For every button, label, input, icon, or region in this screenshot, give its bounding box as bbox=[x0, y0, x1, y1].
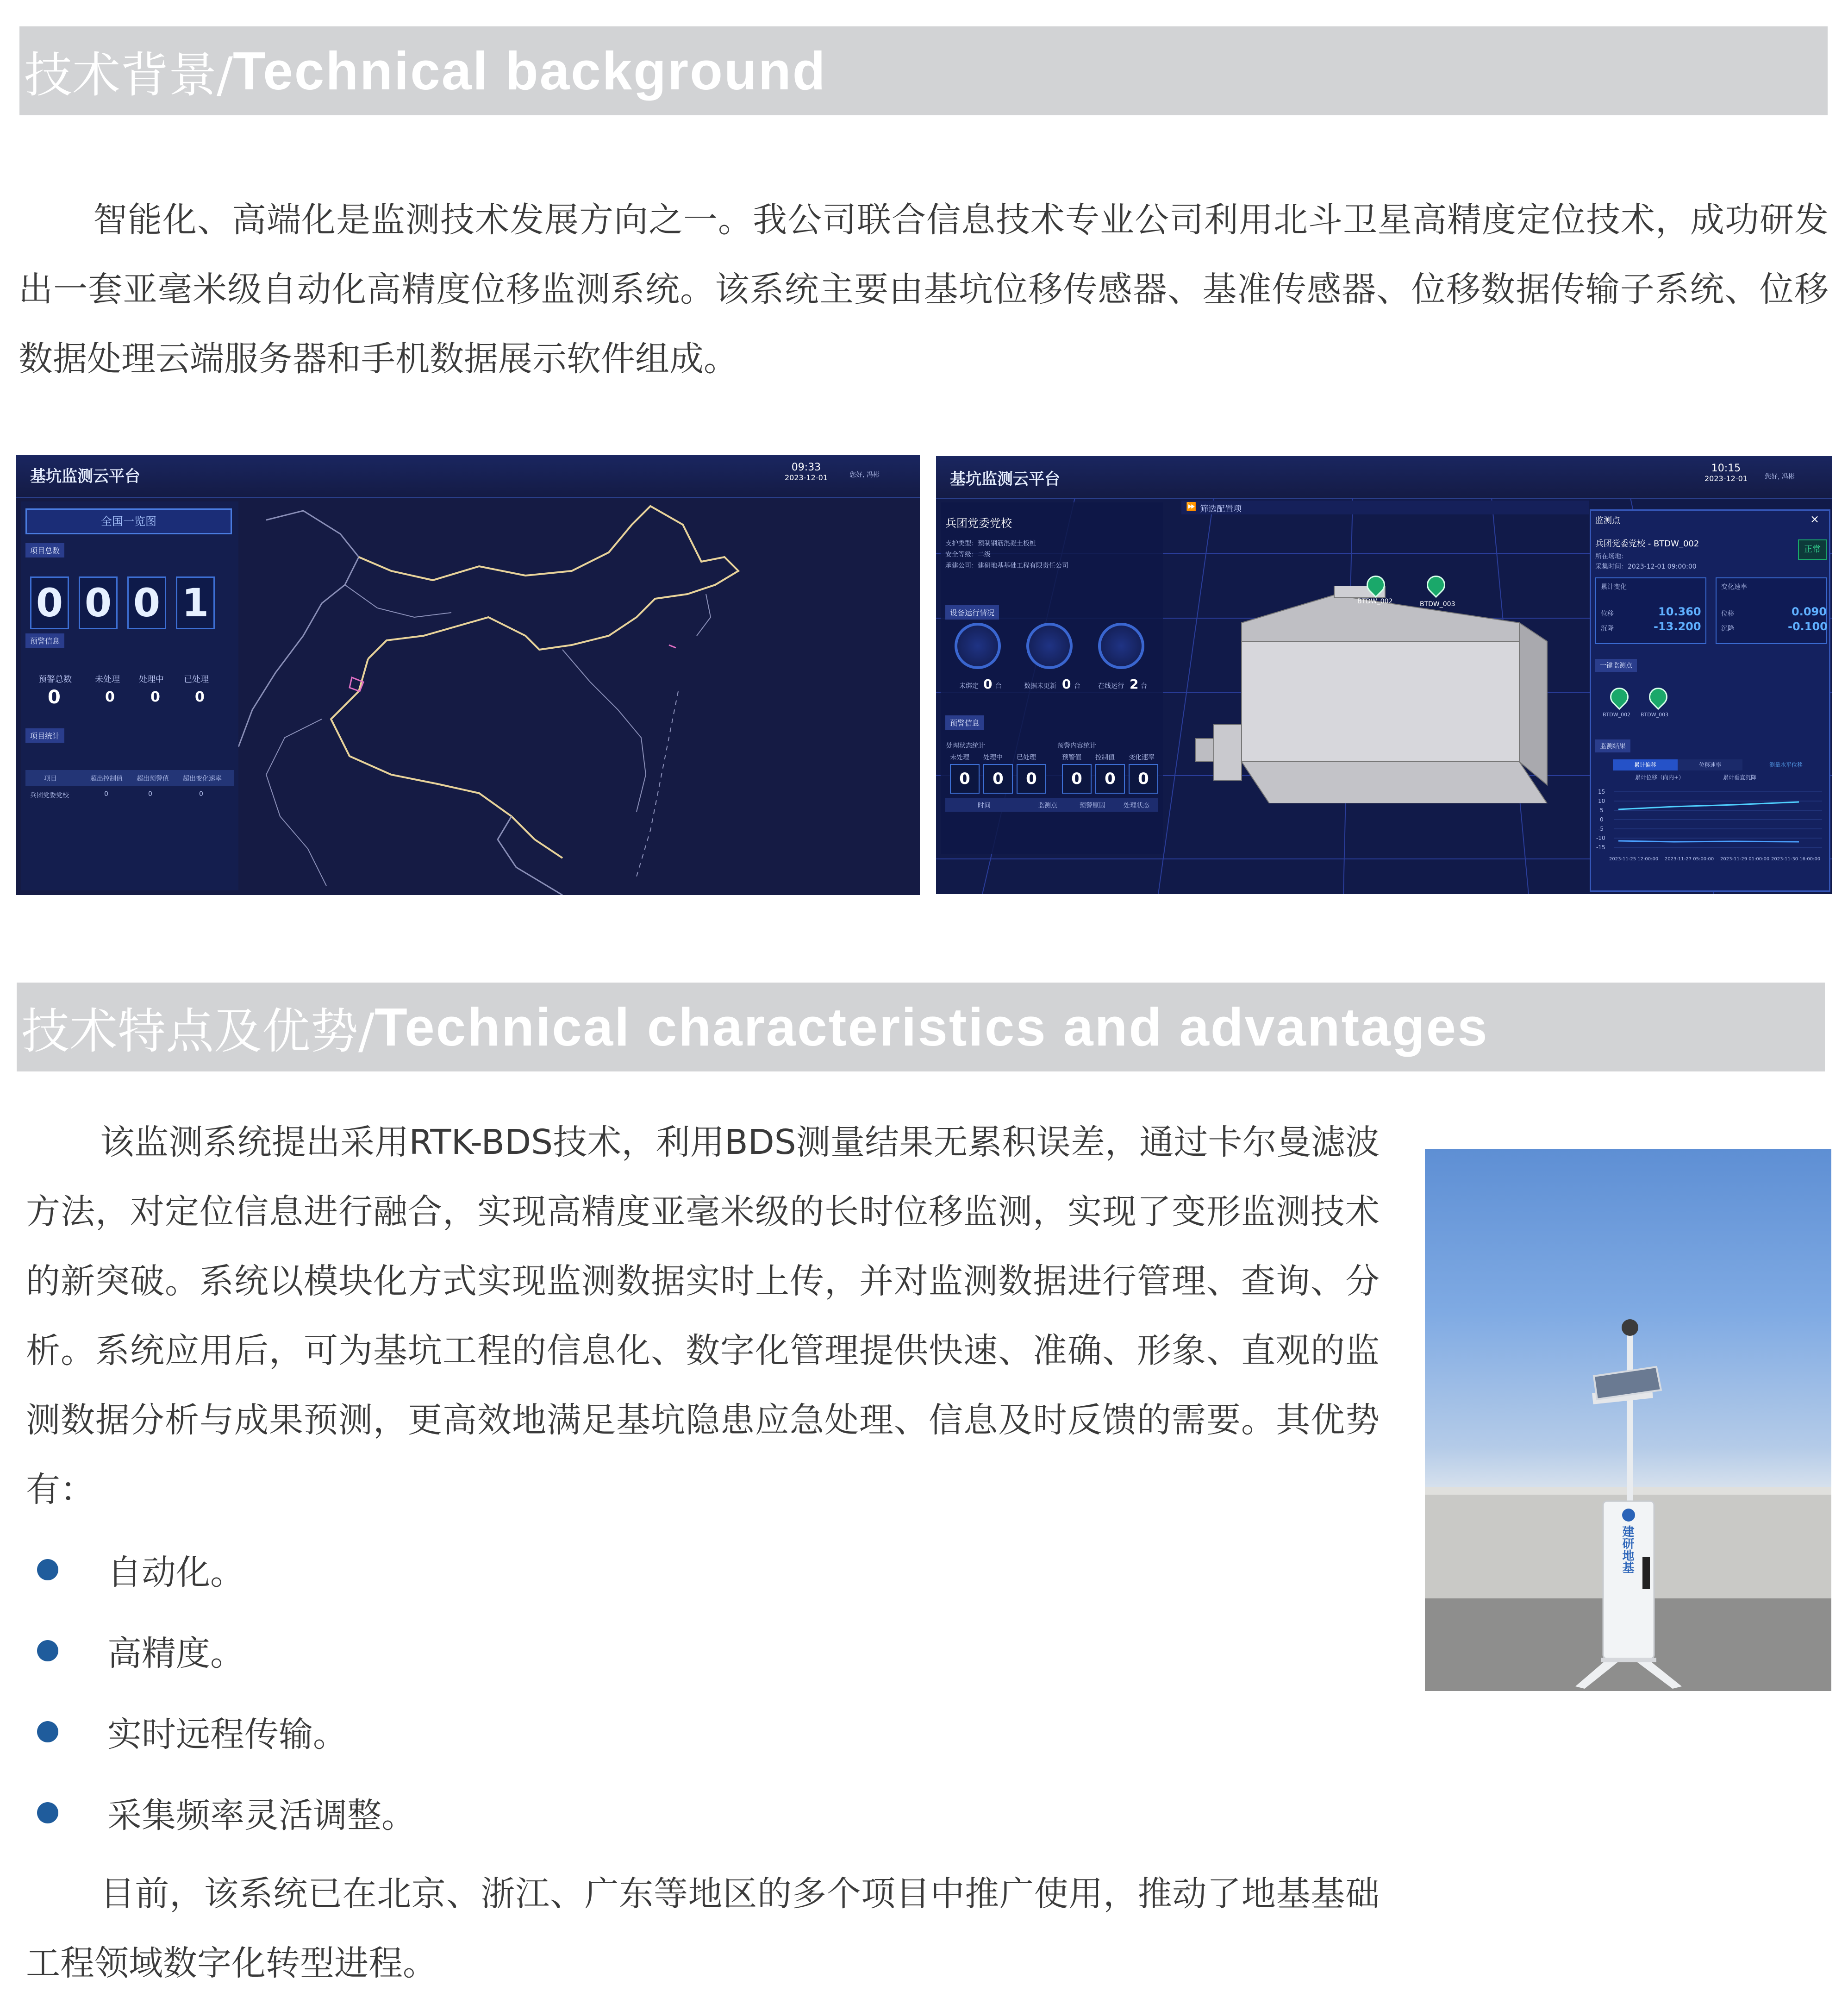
advantage-text: 自动化。 bbox=[107, 1553, 244, 1592]
label-total-projects: 项目总数 bbox=[25, 543, 64, 557]
project-count-digit: 0 bbox=[79, 576, 118, 629]
device-value: 0 bbox=[1062, 676, 1071, 692]
alert-col-label: 控制值 bbox=[1095, 754, 1115, 761]
point-pin-label: BTDW_002 bbox=[1603, 712, 1631, 718]
displacement-line-chart[interactable] bbox=[1595, 783, 1827, 884]
clock-time: 10:15 bbox=[1711, 463, 1741, 474]
alert-col-label: 未处理 bbox=[95, 675, 120, 684]
point-pin-label: BTDW_003 bbox=[1641, 712, 1669, 718]
label-monitor-points: 一键监测点 bbox=[1595, 659, 1637, 672]
dashboard-screenshot-3d bbox=[936, 456, 1832, 894]
x-tick-label: 2023-11-29 01:00:00 bbox=[1720, 857, 1770, 862]
cumulative-value: -13.200 bbox=[1654, 620, 1701, 633]
stats-cell: 兵团党委党校 bbox=[30, 792, 69, 799]
building-3d-model[interactable] bbox=[1195, 586, 1575, 803]
chart-legend-item: 累计垂直沉降 bbox=[1723, 774, 1757, 781]
alert-col-value: 0 bbox=[150, 689, 160, 705]
label-monitor-results: 监测结果 bbox=[1595, 739, 1630, 752]
device-online-gauge bbox=[1098, 623, 1144, 669]
bullet-icon bbox=[37, 1802, 58, 1823]
x-tick-label: 2023-11-25 12:00:00 bbox=[1609, 857, 1659, 862]
advantage-item bbox=[37, 1790, 416, 1836]
characteristics-text: 该监测系统提出采用RTK-BDS技术，利用BDS测量结果无累积误差，通过卡尔曼滤波方法，对定位信息进行融合，实现高精度亚毫米级的长时位移监测，实现了变形监测技术的新突破。系统以模块化方式实现监测数据实时上传，并对监测数据进行管理、查询、分析。系统应用后，可为基坑工程的信息化、数字化管理提供快速、准确、形象、直观的监测数据分析与成果预测，更高效地满足基坑隐患应急处理、信息及时反馈的需要。其优势有： bbox=[26, 1122, 1380, 1509]
y-tick-label: 15 bbox=[1598, 789, 1605, 795]
alert-col-label: 已处理 bbox=[184, 675, 209, 684]
alert-table-header-cell: 预警原因 bbox=[1080, 802, 1105, 809]
photo-scene bbox=[1425, 1149, 1831, 1691]
label-device-status: 设备运行情况 bbox=[945, 605, 999, 620]
clock-date: 2023-12-01 bbox=[785, 473, 828, 482]
y-tick-label: 0 bbox=[1600, 816, 1604, 823]
rate-box-title: 变化速率 bbox=[1721, 583, 1747, 591]
dashboard-title: 基坑监测云平台 bbox=[950, 470, 1060, 489]
series-settlement-line bbox=[1618, 841, 1799, 842]
section-title-en: Technical characteristics and advantages bbox=[375, 997, 1489, 1057]
clock-time: 09:33 bbox=[791, 462, 821, 473]
rate-value: -0.100 bbox=[1788, 620, 1828, 633]
cumulative-key: 位移 bbox=[1601, 610, 1614, 618]
close-icon[interactable]: × bbox=[1810, 513, 1820, 526]
alert-count-cell: 0 bbox=[1095, 764, 1125, 794]
device-label: 数据未更新 bbox=[1024, 683, 1056, 690]
closing-text: 目前，该系统已在北京、浙江、广东等地区的多个项目中推广使用，推动了地基基础工程领域数字化转型进程。 bbox=[26, 1874, 1380, 1983]
closing-paragraph bbox=[26, 1859, 1380, 1998]
stats-cell: 0 bbox=[148, 790, 152, 798]
device-label: 未绑定 bbox=[959, 683, 979, 690]
alert-col-label: 未处理 bbox=[950, 754, 969, 761]
tab-rate-label: 位移速率 bbox=[1698, 762, 1721, 768]
stats-header-cell: 超出预警值 bbox=[137, 775, 169, 783]
alert-table-header bbox=[945, 798, 1158, 812]
x-tick-label: 2023-11-27 05:00:00 bbox=[1665, 857, 1714, 862]
alert-col-label: 预警总数 bbox=[38, 675, 72, 684]
device-unbound-gauge bbox=[955, 623, 1001, 669]
alert-count-cell: 0 bbox=[1062, 764, 1092, 794]
label-project-stats: 项目统计 bbox=[25, 728, 64, 743]
cumulative-key: 沉降 bbox=[1601, 625, 1614, 633]
status-text: 正常 bbox=[1804, 545, 1821, 554]
filter-bar[interactable] bbox=[1181, 501, 1589, 514]
alert-group-title: 处理状态统计 bbox=[946, 742, 985, 750]
section-title-zh: 技术背景/ bbox=[24, 47, 233, 103]
stats-header-cell: 超出变化速率 bbox=[183, 775, 222, 783]
alert-count-cell: 0 bbox=[950, 764, 980, 794]
stats-cell: 0 bbox=[104, 790, 108, 798]
point-name: 兵团党委党校 - BTDW_002 bbox=[1595, 539, 1699, 549]
y-tick-label: 10 bbox=[1598, 798, 1605, 804]
y-tick-label: -15 bbox=[1596, 844, 1605, 851]
stats-header-cell: 超出控制值 bbox=[90, 775, 123, 783]
y-tick-label: -10 bbox=[1596, 835, 1605, 841]
label-alert-info: 预警信息 bbox=[945, 715, 984, 730]
advantage-item bbox=[37, 1628, 244, 1674]
advantage-item bbox=[37, 1709, 347, 1755]
marker-label: BTDW_002 bbox=[1357, 598, 1393, 605]
tab-cumulative[interactable] bbox=[1613, 759, 1678, 770]
alert-col-value: 0 bbox=[105, 689, 115, 705]
advantage-text: 采集频率灵活调整。 bbox=[107, 1796, 416, 1835]
section-title-zh: 技术特点及优势/ bbox=[21, 1003, 375, 1059]
point-site: 所在场地： bbox=[1595, 553, 1628, 560]
device-unit: 台 bbox=[995, 683, 1002, 690]
background-paragraph bbox=[19, 185, 1829, 394]
filter-label: 筛选配置项 bbox=[1200, 504, 1242, 514]
alert-table-header-cell: 处理状态 bbox=[1124, 802, 1149, 809]
dashboard-screenshot-map bbox=[16, 455, 920, 895]
y-tick-label: -5 bbox=[1598, 826, 1604, 832]
chart-legend-item: 累计位移（向内+） bbox=[1635, 774, 1685, 781]
advantage-item bbox=[37, 1547, 244, 1593]
project-count-digit: 0 bbox=[30, 576, 69, 629]
alert-col-label: 已处理 bbox=[1017, 754, 1036, 761]
stats-table-row[interactable] bbox=[25, 787, 234, 802]
alert-count-cell: 0 bbox=[1017, 764, 1046, 794]
project-count-digit: 1 bbox=[176, 576, 215, 629]
pole-brand-text: 建研地基 bbox=[1620, 1525, 1634, 1573]
status-badge bbox=[1798, 539, 1827, 560]
dashboard-title: 基坑监测云平台 bbox=[30, 467, 140, 486]
alert-col-label: 处理中 bbox=[983, 754, 1003, 761]
alert-count-cell: 0 bbox=[1129, 764, 1158, 794]
stats-cell: 0 bbox=[199, 790, 203, 798]
clock-date: 2023-12-01 bbox=[1704, 474, 1748, 483]
project-count-digit: 0 bbox=[127, 576, 166, 629]
rate-value: 0.090 bbox=[1792, 605, 1827, 618]
cumulative-box-title: 累计变化 bbox=[1601, 583, 1627, 591]
label-alert-info: 预警信息 bbox=[25, 633, 64, 648]
advantage-text: 实时远程传输。 bbox=[107, 1715, 347, 1754]
project-info-line: 支护类型：预制钢筋混凝土板桩 bbox=[945, 540, 1036, 547]
device-unit: 台 bbox=[1141, 683, 1147, 690]
alert-count-cell: 0 bbox=[983, 764, 1013, 794]
bullet-icon bbox=[37, 1559, 58, 1580]
user-greeting: 您好, 冯彬 bbox=[1765, 473, 1795, 481]
china-map[interactable] bbox=[238, 497, 920, 895]
dashboard-topbar bbox=[936, 456, 1832, 499]
tab-rate[interactable] bbox=[1678, 759, 1742, 770]
rate-key: 沉降 bbox=[1721, 625, 1734, 633]
alert-table-header-cell: 监测点 bbox=[1038, 802, 1057, 809]
alert-table-header-cell: 时间 bbox=[978, 802, 991, 809]
overview-tab-label: 全国一览图 bbox=[101, 515, 156, 528]
y-tick-label: 5 bbox=[1600, 807, 1604, 814]
section-title-en: Technical background bbox=[233, 41, 827, 101]
project-name: 兵团党委党校 bbox=[945, 517, 1012, 530]
bullet-icon bbox=[37, 1640, 58, 1661]
dashboard-clock bbox=[1704, 463, 1748, 483]
monitoring-station-photo bbox=[1425, 1149, 1831, 1691]
background-text: 智能化、高端化是监测技术发展方向之一。我公司联合信息技术专业公司利用北斗卫星高精度定位技术，成功研发出一套亚毫米级自动化高精度位移监测系统。该系统主要由基坑位移传感器、基准传感器、位移数据传输子系统、位移数据处理云端服务器和手机数据展示软件组成。 bbox=[19, 200, 1829, 379]
section-header-background bbox=[17, 983, 1825, 1071]
characteristics-paragraph bbox=[26, 1108, 1380, 1524]
device-label: 在线运行 bbox=[1098, 683, 1124, 690]
x-tick-label: 2023-11-30 16:00:00 bbox=[1771, 857, 1821, 862]
alert-col-label: 预警值 bbox=[1062, 754, 1081, 761]
marker-label: BTDW_003 bbox=[1420, 601, 1455, 608]
project-info-line: 承建公司：建研地基基础工程有限责任公司 bbox=[945, 562, 1068, 570]
measure-note: 测量水平位移 bbox=[1769, 762, 1803, 768]
filter-icon: ⏩ bbox=[1186, 502, 1197, 512]
point-time: 采集时间：2023-12-01 09:00:00 bbox=[1595, 563, 1697, 570]
alert-col-value: 0 bbox=[195, 689, 205, 705]
alert-col-value: 0 bbox=[48, 687, 61, 708]
alert-group-title: 预警内容统计 bbox=[1057, 742, 1096, 750]
user-greeting: 您好, 冯彬 bbox=[849, 471, 880, 479]
point-panel-header: 监测点 bbox=[1595, 516, 1620, 526]
rate-key: 位移 bbox=[1721, 610, 1734, 618]
alert-col-label: 处理中 bbox=[139, 675, 164, 684]
series-displacement-line bbox=[1618, 802, 1799, 809]
dashboard-clock bbox=[785, 462, 828, 482]
device-value: 0 bbox=[983, 676, 993, 692]
section-header-background bbox=[19, 26, 1828, 115]
stats-header-cell: 项目 bbox=[44, 775, 57, 783]
bullet-icon bbox=[37, 1721, 58, 1742]
device-unit: 台 bbox=[1074, 683, 1080, 690]
tab-cumulative-label: 累计偏移 bbox=[1634, 762, 1656, 768]
cumulative-value: 10.360 bbox=[1658, 605, 1701, 618]
project-info-line: 安全等级：二级 bbox=[945, 551, 991, 558]
stats-table-header bbox=[25, 770, 234, 786]
overview-tab[interactable] bbox=[25, 508, 232, 534]
alert-col-label: 变化速率 bbox=[1129, 754, 1155, 761]
advantage-text: 高精度。 bbox=[107, 1634, 244, 1673]
device-stale-gauge bbox=[1026, 623, 1073, 669]
device-value: 2 bbox=[1130, 676, 1139, 692]
